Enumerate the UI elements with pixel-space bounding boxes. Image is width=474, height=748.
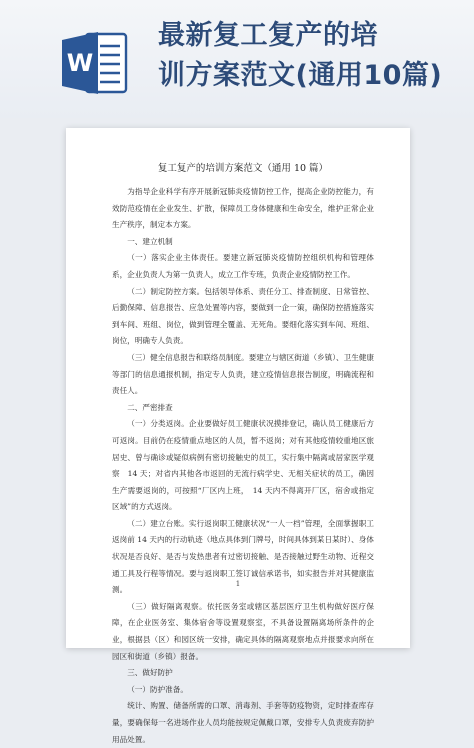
paragraph: （二）建立台账。实行返岗职工健康状况“一人一档”管理，全面掌握职工返岗前 14 天内的行动轨迹（地点具体到门牌号，时间具体到某日某时）、身体状况是否良好、是否与发热患者有过密切接触、是否接触过野生动物、近程交通工具及行程等情况。要与返岗职工签订诚信承诺书，如实报告并对其健康监测。 (112, 518, 374, 595)
word-document-icon (60, 28, 130, 98)
document-page (66, 128, 410, 744)
paragraph: （三）健全信息报告和联络员制度。要建立与辖区街道（乡镇）、卫生健康等部门的信息通报机制，指定专人负责，建立疫情信息报告制度，明确流程和责任人。 (112, 352, 374, 396)
paragraph: 统计、购置、储备所需的口罩、消毒剂、手套等防疫物资，定时排查库存量，要确保每一名进场作业人员均能按规定佩戴口罩，安排专人负责废弃防护用品处置。 (112, 701, 374, 744)
document-paragraphs (112, 184, 374, 748)
document-title: 复工复产的培训方案范文（通用 10 篇） (157, 163, 329, 174)
title-line-1: 最新复工复产的培 (158, 20, 378, 51)
paragraph: 为指导企业科学有序开展新冠肺炎疫情防控工作，提高企业防控能力，有效防范疫情在企业发生、扩散，保障员工身体健康和生命安全，维护正常企业生产秩序，制定本方案。 (112, 187, 374, 230)
paragraph: （三）做好隔离观察。依托医务室或辖区基层医疗卫生机构做好医疗保障，在企业医务室、集体宿舍等设置观察室，不具备设置隔离场所条件的企业，根据县（区）和园区统一安排，确定具体的隔离观察地点并报要求向所在园区和街道（乡镇）报备。 (112, 601, 374, 661)
page-title (158, 16, 468, 96)
page-number: 1 (235, 580, 241, 588)
paragraph: （二）制定防控方案。包括领导体系、责任分工、排查制度、日常管控、后勤保障、信息报告、应急处置等内容，要做到一企一策，确保防控措施落实到车间、班组、岗位，做到管理全覆盖、无死角。要细化落实到车间、班组、岗位，明确专人负责。 (112, 286, 374, 346)
document-body (112, 160, 374, 748)
paragraph: （一）防护准备。 (127, 684, 188, 694)
paragraph: （一）落实企业主体责任。要建立新冠肺炎疫情防控组织机构和管理体系，企业负责人为第一负责人，成立工作专班，负责企业疫情防控工作。 (112, 253, 374, 279)
header-banner (0, 0, 474, 118)
svg-text:W: W (66, 49, 94, 77)
title-line-2: 训方案范文(通用10篇) (158, 60, 443, 91)
section-heading: 二、严密排查 (127, 402, 173, 412)
paragraph: （一）分类返岗。企业要做好员工健康状况摸排登记，确认员工健康后方可返岗。目前仍在疫情重点地区的人员，暂不返岗；对有其他疫情较重地区旅居史、曾与确诊或疑似病例有密切接触史的员工，实行集中隔离或居家医学观察 14 天；对省内其他各市返回的无流行病学史、无相关症状的员工，确因生产需要返岗的，可按照“厂区内上班， 14 天内不得离开厂区，宿舍或指定区域”的方式返岗。 (112, 419, 374, 512)
section-heading: 三、做好防护 (127, 668, 173, 678)
section-heading: 一、建立机制 (127, 236, 173, 246)
